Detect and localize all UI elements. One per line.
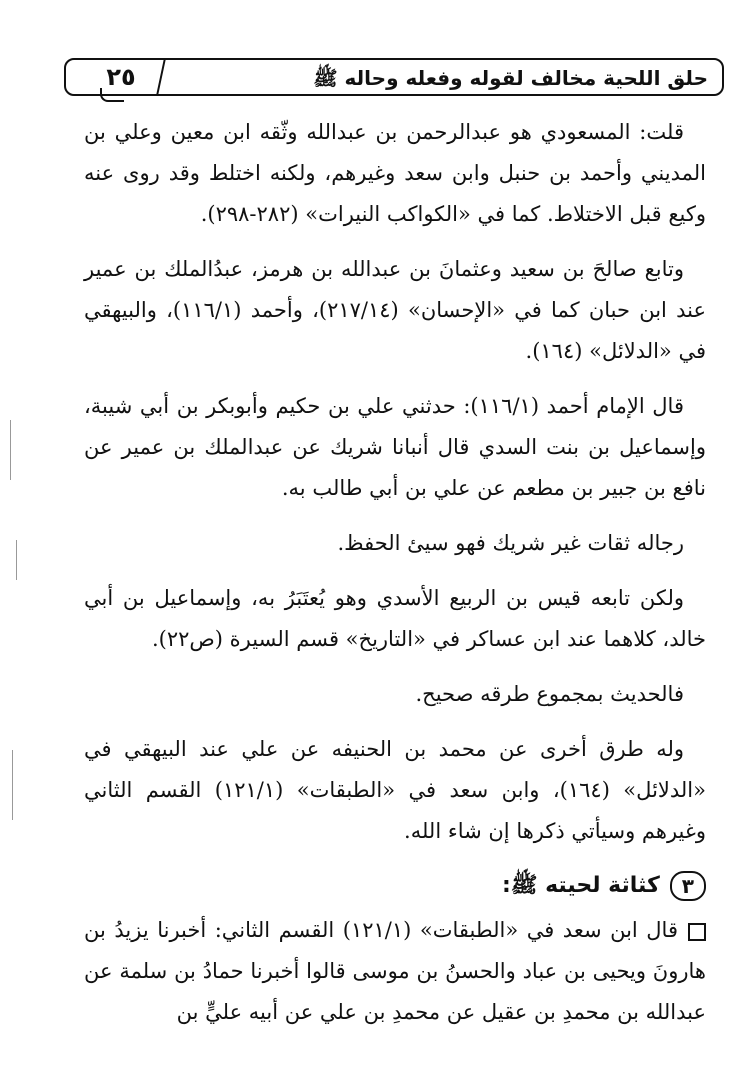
section-title: كثاثة لحيته ﷺ: — [502, 873, 660, 898]
section-heading — [84, 866, 706, 906]
paragraph-3: قال الإمام أحمد (١١٦/١): حدثني علي بن حكيم وأبوبكر بن أبي شيبة، وإسماعيل بن بنت السدي قال أنبانا شريك عن عبدالملك بن عمير عن نافع بن جبير بن مطعم عن علي بن أبي طالب به. — [84, 394, 706, 500]
scan-mark — [10, 420, 11, 480]
paragraph-4: رجاله ثقات غير شريك فهو سيئ الحفظ. — [337, 531, 684, 555]
scan-margin-marks — [6, 420, 26, 840]
paragraph-1: قلت: المسعودي هو عبدالرحمن بن عبدالله وثّقه ابن معين وعلي بن المديني وأحمد بن حنبل وابن سعد وغيرهم، ولكنه اختلط وقد روى عنه وكيع قبل الاختلاط. كما في «الكواكب النيرات» (٢٨٢-٢٩٨). — [84, 120, 706, 226]
scan-mark — [12, 750, 13, 820]
paragraph-final — [84, 910, 706, 1033]
scan-mark — [16, 540, 17, 580]
page-body — [84, 112, 706, 1047]
header-hook-ornament — [100, 88, 124, 102]
paragraph-7: وله طرق أخرى عن محمد بن الحنيفه عن علي عند البيهقي في «الدلائل» (١٦٤)، وابن سعد في «الطبقات» (١٢١/١) القسم الثاني وغيرهم وسيأتي ذكرها إن شاء الله. — [84, 737, 706, 843]
paragraph-6: فالحديث بمجموع طرقه صحيح. — [415, 682, 684, 706]
page-header — [64, 58, 724, 96]
page-number: ٢٥ — [106, 63, 136, 91]
section-number: ٣ — [670, 871, 706, 901]
paragraph-5: ولكن تابعه قيس بن الربيع الأسدي وهو يُعتَبَرُ به، وإسماعيل بن أبي خالد، كلاهما عند ابن عساكر في «التاريخ» قسم السيرة (ص٢٢). — [84, 586, 706, 651]
paragraph-2: وتابع صالحَ بن سعيد وعثمانَ بن عبدالله بن هرمز، عبدُالملك بن عمير عند ابن حبان كما في «الإحسان» (٢١٧/١٤)، وأحمد (١١٦/١)، والبيهقي في «الدلائل» (١٦٤). — [84, 257, 707, 363]
header-title: حلق اللحية مخالف لقوله وفعله وحاله ﷺ — [313, 66, 708, 90]
header-divider — [156, 58, 166, 96]
checkbox-icon — [688, 923, 706, 941]
paragraph-final-text: قال ابن سعد في «الطبقات» (١٢١/١) القسم الثاني: أخبرنا يزيدُ بن هارونَ ويحيى بن عباد والحسنُ بن موسى قالوا أخبرنا حمادُ بن سلمة عن عبدالله بن محمدِ بن عقيل عن محمدِ بن علي عن أبيه عليٍّ بن — [84, 918, 706, 1024]
